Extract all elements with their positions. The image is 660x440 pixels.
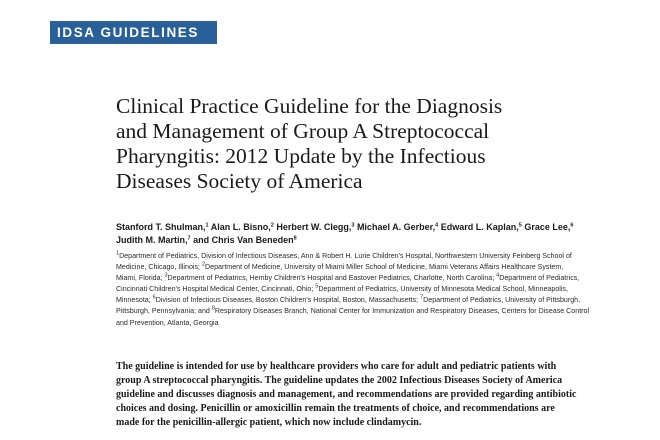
author-sup: 4 bbox=[435, 222, 439, 229]
author-name: Michael A. Gerber, bbox=[356, 222, 436, 232]
affiliation-line bbox=[116, 306, 636, 317]
author-sup: 1 bbox=[205, 222, 209, 229]
affil-text: Department of Pediatrics, bbox=[499, 274, 580, 283]
author-line bbox=[116, 221, 636, 234]
affiliation-line bbox=[116, 318, 636, 329]
affil-text: Department of Pediatrics, University of Minnesota Medical School, Minneapolis, bbox=[318, 285, 568, 294]
author-line bbox=[116, 234, 636, 247]
author-name: and Chris Van Beneden bbox=[193, 235, 294, 245]
author-name: Herbert W. Clegg, bbox=[276, 222, 352, 232]
abstract-line: guideline and discusses diagnosis and management, and recommendations are provided regarding antibiotic bbox=[116, 388, 577, 400]
affil-text: Pittsburgh, Pennsylvania; and bbox=[116, 307, 212, 316]
affil-text: Division of Infectious Diseases, Boston Children's Hospital, Boston, Massachusetts; bbox=[155, 296, 421, 305]
author-name: Judith M. Martin, bbox=[116, 235, 188, 245]
affil-text: Cincinnati Children's Hospital Medical Center, Cincinnati, Ohio; bbox=[116, 285, 316, 294]
affil-sup: 4 bbox=[496, 272, 500, 279]
author-sup: 2 bbox=[270, 222, 274, 229]
title-line: Diseases Society of America bbox=[116, 169, 363, 193]
author-sup: 8 bbox=[293, 235, 297, 242]
affil-sup: 6 bbox=[152, 294, 156, 301]
affiliation-line bbox=[116, 273, 636, 284]
article-title bbox=[116, 94, 636, 194]
title-line: and Management of Group A Streptococcal bbox=[116, 119, 490, 143]
affil-sup: 3 bbox=[164, 272, 168, 279]
affil-text: Department of Pediatrics, University of Pittsburgh, bbox=[423, 296, 581, 305]
affil-sup: 2 bbox=[201, 261, 206, 268]
affil-text: Department of Medicine, University of Miami Miller School of Medicine, Miami Veterans Affairs Healthcare System, bbox=[205, 263, 564, 272]
affil-text: and Prevention, Atlanta, Georgia bbox=[116, 318, 219, 327]
abstract-line: made for the penicillin-allergic patient, which now include clindamycin. bbox=[116, 416, 422, 428]
affil-sup: 5 bbox=[315, 283, 319, 290]
affil-text: Medicine, Chicago, Illinois; bbox=[116, 263, 202, 272]
author-sup: 3 bbox=[351, 222, 355, 229]
affil-sup: 8 bbox=[211, 305, 215, 312]
affiliations bbox=[116, 251, 636, 329]
abstract-line: The guideline is intended for use by healthcare providers who care for adult and pediatric patients with bbox=[116, 361, 557, 372]
section-banner bbox=[50, 21, 217, 44]
affil-text: Miami, Florida; bbox=[116, 274, 165, 283]
affiliation-line bbox=[116, 284, 636, 295]
banner-label: IDSA GUIDELINES bbox=[57, 25, 200, 40]
author-list bbox=[116, 221, 636, 247]
affiliation-line bbox=[116, 262, 636, 273]
abstract-line: choices and dosing. Penicillin or amoxicillin remain the treatments of choice, and recommendations are bbox=[116, 402, 555, 414]
author-name: Stanford T. Shulman, bbox=[116, 222, 206, 232]
abstract-line: group A streptococcal pharyngitis. The guideline updates the 2002 Infectious Diseases Society of America bbox=[116, 374, 563, 386]
affil-sup: 7 bbox=[420, 294, 424, 301]
author-name: Alan L. Bisno, bbox=[210, 222, 271, 232]
title-line: Pharyngitis: 2012 Update by the Infectious bbox=[116, 144, 486, 168]
author-name: Grace Lee, bbox=[524, 222, 571, 232]
affiliation-line bbox=[116, 295, 636, 306]
affil-text: Department of Pediatrics, Division of Infectious Diseases, Ann & Robert H. Lurie Children's Hospital, Northwestern University Feinberg School of bbox=[119, 252, 572, 260]
author-sup: 7 bbox=[187, 235, 191, 242]
author-sup: 5 bbox=[518, 222, 522, 229]
affil-text: Respiratory Diseases Branch, National Center for Immunization and Respiratory Diseases, Centers for Disease Control bbox=[214, 307, 590, 316]
author-name: Edward L. Kaplan, bbox=[440, 222, 519, 232]
affil-sup: 1 bbox=[116, 250, 120, 257]
affil-text: Minnesota; bbox=[116, 296, 153, 305]
affiliation-line bbox=[116, 251, 636, 262]
title-line: Clinical Practice Guideline for the Diagnosis bbox=[116, 94, 503, 118]
affil-text: Department of Pediatrics, Hemby Children's Hospital and Eastover Pediatrics, Charlotte, North Carolina; bbox=[167, 274, 497, 283]
author-sup: 6 bbox=[570, 222, 574, 229]
abstract bbox=[116, 360, 636, 430]
